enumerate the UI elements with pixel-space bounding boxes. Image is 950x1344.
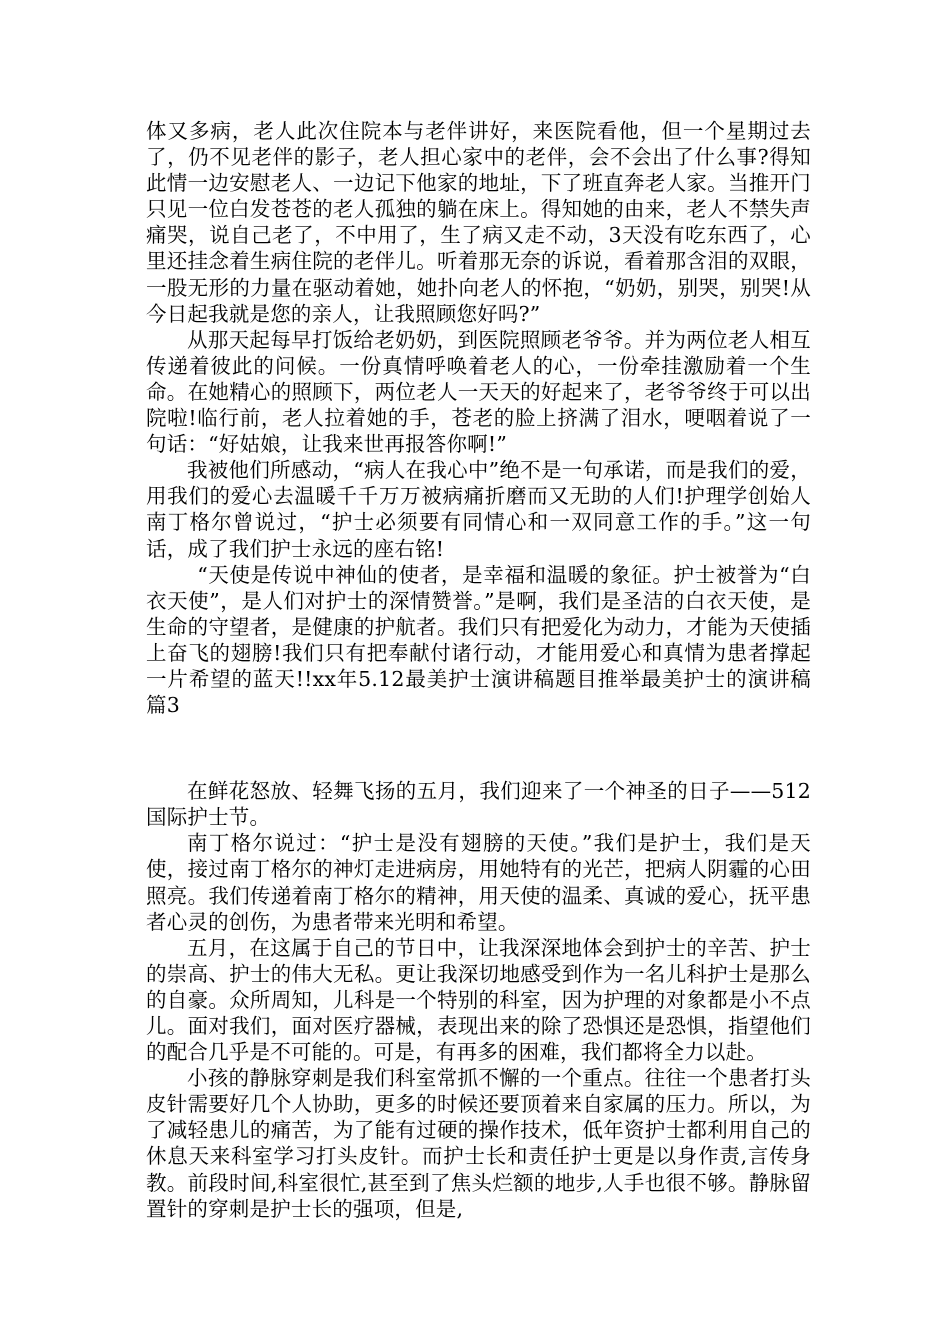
section-gap	[146, 718, 811, 778]
paragraph: 从那天起每早打饭给老奶奶，到医院照顾老爷爷。并为两位老人相互传递着彼此的问候。一份真情呼唤着老人的心，一份牵挂激励着一个生命。在她精心的照顾下，两位老人一天天的好起来了，老爷爷终于可以出院啦!临行前，老人拉着她的手，苍老的脸上挤满了泪水，哽咽着说了一句话：“好姑娘，让我来世再报答你啊!”	[146, 327, 811, 457]
paragraph: “天使是传说中神仙的使者，是幸福和温暖的象征。护士被誉为“白衣天使”，是人们对护士的深情赞誉。”是啊，我们是圣洁的白衣天使，是生命的守望者，是健康的护航者。我们只有把爱化为动力，才能为天使插上奋飞的翅膀!我们只有把奉献付诸行动，才能用爱心和真情为患者撑起一片希望的蓝天!!xx年5.12最美护士演讲稿题目推举最美护士的演讲稿 篇3	[146, 562, 811, 718]
paragraph: 五月，在这属于自己的节日中，让我深深地体会到护士的辛苦、护士的崇高、护士的伟大无私。更让我深切地感受到作为一名儿科护士是那么的自豪。众所周知，儿科是一个特别的科室，因为护理的对象都是小不点儿。面对我们，面对医疗器械，表现出来的除了恐惧还是恐惧，指望他们的配合几乎是不可能的。可是，有再多的困难，我们都将全力以赴。	[146, 935, 811, 1065]
document-page	[146, 118, 811, 1222]
paragraph: 南丁格尔说过：“护士是没有翅膀的天使。”我们是护士，我们是天使，接过南丁格尔的神灯走进病房，用她特有的光芒，把病人阴霾的心田照亮。我们传递着南丁格尔的精神，用天使的温柔、真诚的爱心，抚平患者心灵的创伤，为患者带来光明和希望。	[146, 831, 811, 934]
paragraph: 我被他们所感动，“病人在我心中”绝不是一句承诺，而是我们的爱，用我们的爱心去温暖千千万万被病痛折磨而又无助的人们!护理学创始人南丁格尔曾说过，“护士必须要有同情心和一双同意工作的手。”这一句话，成了我们护士永远的座右铭!	[146, 458, 811, 561]
paragraph: 小孩的静脉穿刺是我们科室常抓不懈的一个重点。往往一个患者打头皮针需要好几个人协助，更多的时候还要顶着来自家属的压力。所以，为了减轻患儿的痛苦，为了能有过硬的操作技术，低年资护士都利用自己的休息天来科室学习打头皮针。而护士长和责任护士更是以身作责,言传身教。前段时间,科室很忙,甚至到了焦头烂额的地步,人手也很不够。静脉留置针的穿刺是护士长的强项，但是,	[146, 1066, 811, 1221]
paragraph: 在鲜花怒放、轻舞飞扬的五月，我们迎来了一个神圣的日子——512国际护士节。	[146, 779, 811, 830]
paragraph-continued: 体又多病，老人此次住院本与老伴讲好，来医院看他，但一个星期过去了，仍不见老伴的影子，老人担心家中的老伴，会不会出了什么事?得知此情一边安慰老人、一边记下他家的地址，下了班直奔老人家。当推开门只见一位白发苍苍的老人孤独的躺在床上。得知她的由来，老人不禁失声痛哭，说自己老了，不中用了，生了病又走不动，3天没有吃东西了，心里还挂念着生病住院的老伴儿。听着那无奈的诉说，看着那含泪的双眼，一股无形的力量在驱动着她，她扑向老人的怀抱，“奶奶，别哭，别哭!从今日起我就是您的亲人，让我照顾您好吗?”	[146, 119, 811, 326]
